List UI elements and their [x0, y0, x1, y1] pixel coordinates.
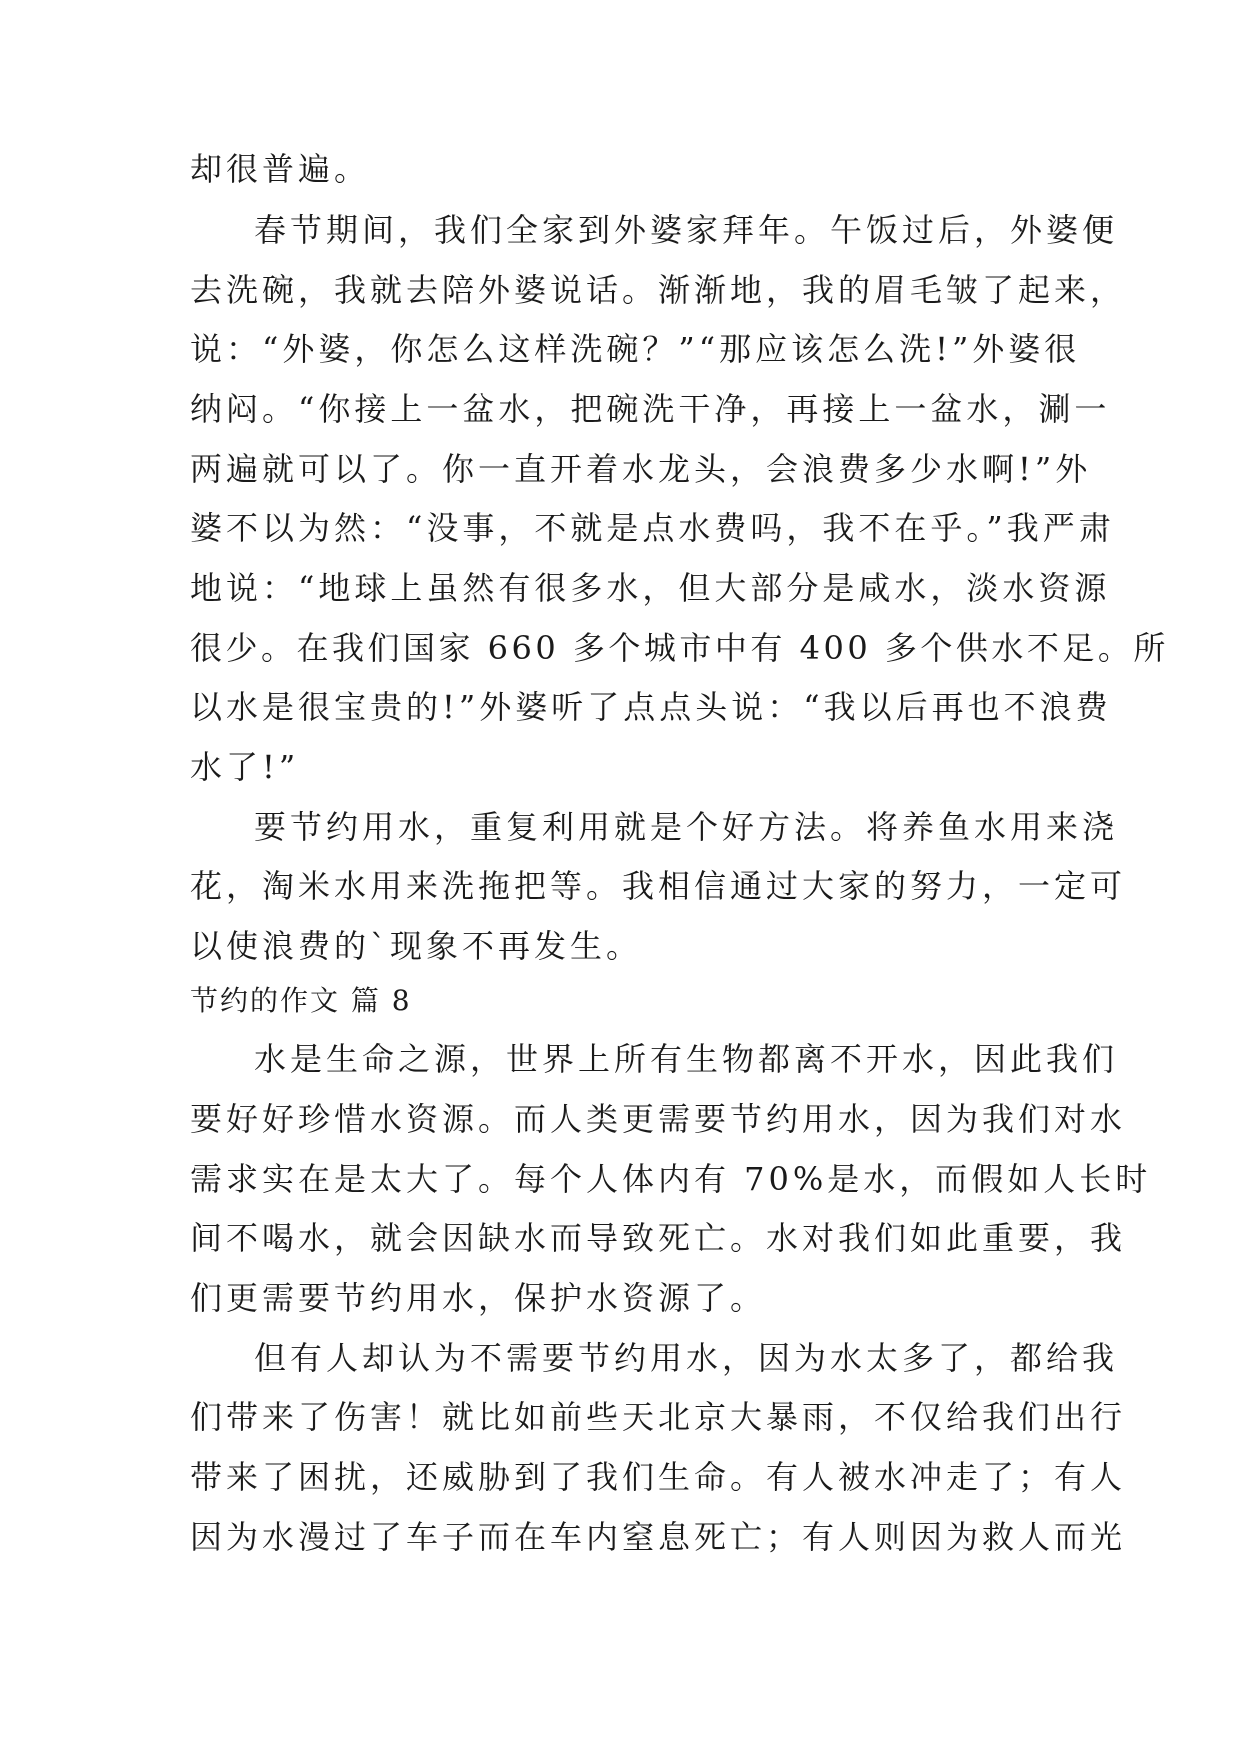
text-line: 间不喝水，就会因缺水而导致死亡。水对我们如此重要，我: [190, 1219, 1127, 1257]
paragraph-start: 要节约用水，重复利用就是个好方法。将养鱼水用来浇: [254, 808, 1119, 846]
text-line: 以水是很宝贵的!”外婆听了点点头说：“我以后再也不浪费: [190, 688, 1112, 726]
text-line: 婆不以为然：“没事，不就是点水费吗，我不在乎。”我严肃: [190, 509, 1115, 547]
paragraph-start: 但有人却认为不需要节约用水，因为水太多了，都给我: [254, 1339, 1119, 1377]
text-line: 需求实在是太大了。每个人体内有 70%是水，而假如人长时: [190, 1160, 1152, 1198]
text-line: 很少。在我们国家 660 多个城市中有 400 多个供水不足。所: [190, 629, 1169, 667]
text-line: 地说：“地球上虽然有很多水，但大部分是咸水，淡水资源: [190, 569, 1111, 607]
paragraph-start: 春节期间，我们全家到外婆家拜年。午饭过后，外婆便: [254, 211, 1119, 249]
text-line: 要好好珍惜水资源。而人类更需要节约用水，因为我们对水: [190, 1100, 1127, 1138]
text-line: 纳闷。“你接上一盆水，把碗洗干净，再接上一盆水，涮一: [190, 390, 1111, 428]
text-line: 两遍就可以了。你一直开着水龙头，会浪费多少水啊!”外: [190, 450, 1092, 488]
text-line: 花，淘米水用来洗拖把等。我相信通过大家的努力，一定可: [190, 867, 1127, 905]
paragraph-start: 水是生命之源，世界上所有生物都离不开水，因此我们: [254, 1040, 1119, 1078]
section-heading: 节约的作文 篇 8: [190, 984, 412, 1017]
text-line: 带来了困扰，还威胁到了我们生命。有人被水冲走了；有人: [190, 1458, 1127, 1496]
text-line: 去洗碗，我就去陪外婆说话。渐渐地，我的眉毛皱了起来，: [190, 271, 1127, 309]
text-line: 以使浪费的`现象不再发生。: [190, 927, 643, 965]
text-line: 水了!”: [190, 748, 300, 786]
text-line: 因为水漫过了车子而在车内窒息死亡；有人则因为救人而光: [190, 1518, 1127, 1556]
text-line: 却很普遍。: [190, 150, 371, 188]
text-line: 们带来了伤害！就比如前些天北京大暴雨，不仅给我们出行: [190, 1398, 1127, 1436]
text-line: 说：“外婆，你怎么这样洗碗？”“那应该怎么洗!”外婆很: [190, 330, 1081, 368]
text-line: 们更需要节约用水，保护水资源了。: [190, 1279, 767, 1317]
